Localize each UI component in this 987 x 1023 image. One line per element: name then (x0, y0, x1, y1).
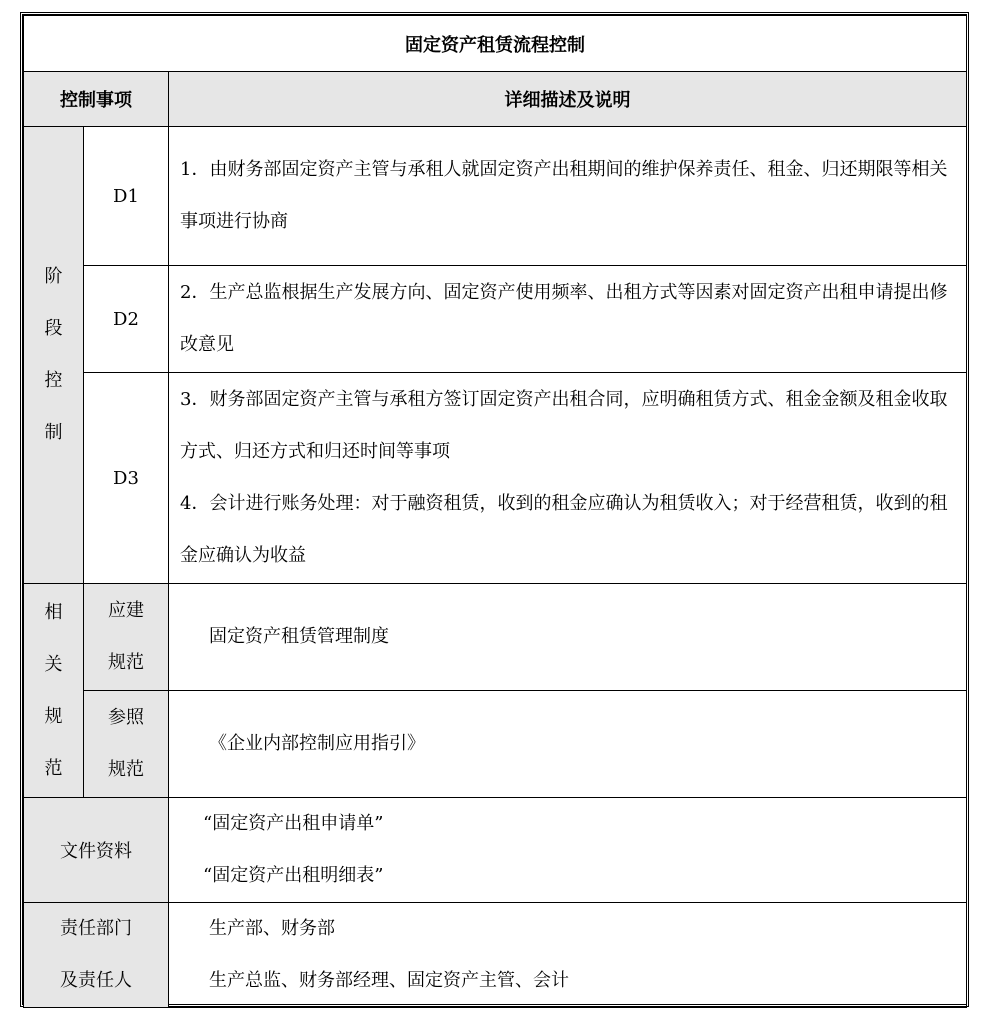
process-control-table-frame (20, 12, 969, 1007)
should-build-norms-label: 应建 规范 (84, 584, 169, 691)
should-build-norms-content: 固定资产租赁管理制度 (169, 584, 967, 691)
responsibility-content: 生产部、财务部 生产总监、财务部经理、固定资产主管、会计 (169, 903, 967, 1008)
reference-norms-label: 参照 规范 (84, 691, 169, 798)
header-control-item: 控制事项 (24, 72, 169, 127)
responsibility-label: 责任部门 及责任人 (24, 903, 169, 1008)
header-description: 详细描述及说明 (169, 72, 967, 127)
stage-d3-description: 3．财务部固定资产主管与承租方签订固定资产出租合同，应明确租赁方式、租金金额及租金收取方式、归还方式和归还时间等事项 4．会计进行账务处理：对于融资租赁，收到的租金应确认为租赁收入；对于经营租赁，收到的租金应确认为收益 (169, 373, 967, 584)
stage-code-d2: D2 (84, 266, 169, 373)
documents-label: 文件资料 (24, 798, 169, 903)
table-title: 固定资产租赁流程控制 (24, 16, 967, 72)
process-control-table (23, 15, 967, 1008)
stage-d2-description: 2．生产总监根据生产发展方向、固定资产使用频率、出租方式等因素对固定资产出租申请提出修改意见 (169, 266, 967, 373)
related-norms-label: 相 关 规 范 (24, 584, 84, 798)
stage-d1-description: 1．由财务部固定资产主管与承租人就固定资产出租期间的维护保养责任、租金、归还期限等相关事项进行协商 (169, 127, 967, 266)
stage-code-d3: D3 (84, 373, 169, 584)
documents-content: “固定资产出租申请单” “固定资产出租明细表” (169, 798, 967, 903)
reference-norms-content: 《企业内部控制应用指引》 (169, 691, 967, 798)
stage-code-d1: D1 (84, 127, 169, 266)
stage-control-label: 阶 段 控 制 (24, 127, 84, 584)
